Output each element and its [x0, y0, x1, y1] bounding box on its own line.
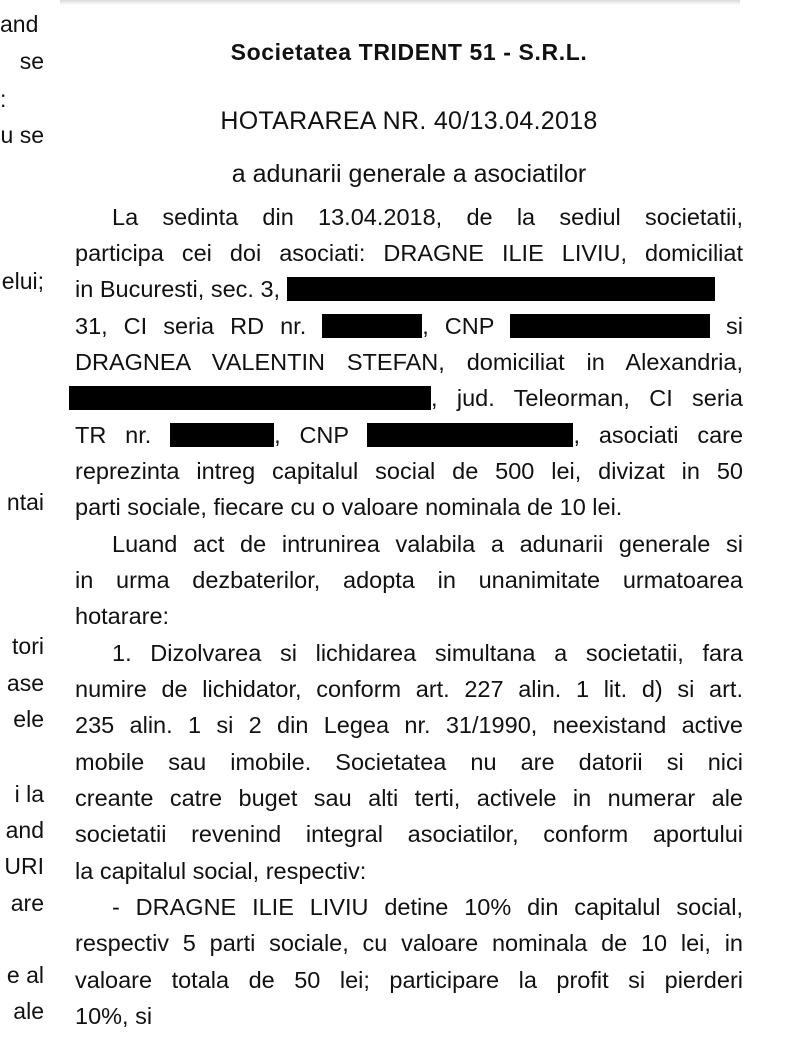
- text-line: societatii revenind integral asociatilor, conform aportului: [75, 821, 743, 847]
- fragment-text: tori: [12, 633, 44, 659]
- text-line: Luand act de intrunirea valabila a adunarii generale si: [112, 531, 743, 557]
- text-segment: , jud. Teleorman, CI seria: [431, 385, 743, 411]
- text-line: - DRAGNE ILIE LIVIU detine 10% din capitalul social,: [112, 894, 743, 920]
- text-segment: , CNP: [422, 313, 494, 339]
- text-line: [75, 381, 743, 415]
- fragment-text: i la: [14, 781, 44, 807]
- text-segment: , CNP: [274, 422, 349, 448]
- text-line: hotarare:: [75, 603, 170, 629]
- text-line: la capitalul social, respectiv:: [75, 858, 367, 884]
- fragment-text: are: [10, 890, 44, 916]
- text-line: reprezinta intreg capitalul social de 500 lei, divizat in 50: [75, 458, 743, 484]
- document-subtitle: a adunarii generale a asociatilor: [231, 160, 587, 188]
- text-line: creante catre buget sau alti terti, activele in numerar ale: [75, 785, 743, 811]
- fragment-text: ntai: [6, 489, 44, 515]
- company-title: Societatea TRIDENT 51 - S.R.L.: [230, 39, 588, 65]
- redaction-bar: [367, 423, 573, 447]
- fragment-text: ale: [13, 998, 44, 1024]
- adjacent-page-fragment: [0, 0, 50, 1062]
- fragment-text: elui;: [1, 268, 44, 294]
- text-line: DRAGNEA VALENTIN STEFAN, domiciliat in Alexandria,: [75, 349, 743, 375]
- text-line: valoare totala de 50 lei; participare la profit si pierderi: [75, 967, 743, 993]
- redaction-bar: [510, 314, 710, 338]
- fragment-text: and: [0, 11, 39, 37]
- text-line: in urma dezbaterilor, adopta in unanimitate urmatoarea: [75, 567, 743, 593]
- fragment-text: ele: [13, 706, 44, 732]
- text-segment: TR nr.: [75, 422, 152, 448]
- redaction-bar: [322, 314, 422, 338]
- text-segment: 31, CI seria RD nr.: [75, 313, 307, 339]
- text-segment: in Bucuresti, sec. 3,: [75, 276, 281, 302]
- text-line: parti sociale, fiecare cu o valoare nominala de 10 lei.: [75, 494, 623, 520]
- text-line: mobile sau imobile. Societatea nu are datorii si nici: [75, 749, 743, 775]
- text-line: 1. Dizolvarea si lichidarea simultana a societatii, fara: [112, 640, 743, 666]
- fragment-text: e al: [6, 962, 44, 988]
- text-line: respectiv 5 parti sociale, cu valoare nominala de 10 lei, in: [75, 930, 743, 956]
- fragment-text: URI: [4, 853, 44, 879]
- text-line: [75, 272, 743, 306]
- text-segment: si: [726, 313, 743, 339]
- text-line: [75, 309, 743, 343]
- text-line: participa cei doi asociati: DRAGNE ILIE LIVIU, domiciliat: [75, 240, 743, 266]
- redaction-bar: [69, 386, 431, 410]
- text-segment: , asociati care: [573, 422, 744, 448]
- fragment-text: :: [0, 86, 7, 112]
- text-line: 235 alin. 1 si 2 din Legea nr. 31/1990, neexistand active: [75, 712, 743, 738]
- decision-number: HOTARAREA NR. 40/13.04.2018: [220, 107, 598, 135]
- page-top-edge: [60, 0, 740, 5]
- fragment-text: se: [19, 48, 44, 74]
- text-line: 10%, si: [75, 1003, 153, 1029]
- fragment-text: and: [5, 817, 44, 843]
- text-line: [75, 418, 743, 452]
- text-line: numire de lichidator, conform art. 227 alin. 1 lit. d) si art.: [75, 676, 743, 702]
- fragment-text: ase: [6, 670, 44, 696]
- redaction-bar: [287, 277, 715, 301]
- text-line: La sedinta din 13.04.2018, de la sediul societatii,: [112, 204, 743, 230]
- redaction-bar: [170, 423, 274, 447]
- fragment-text: u se: [0, 122, 44, 148]
